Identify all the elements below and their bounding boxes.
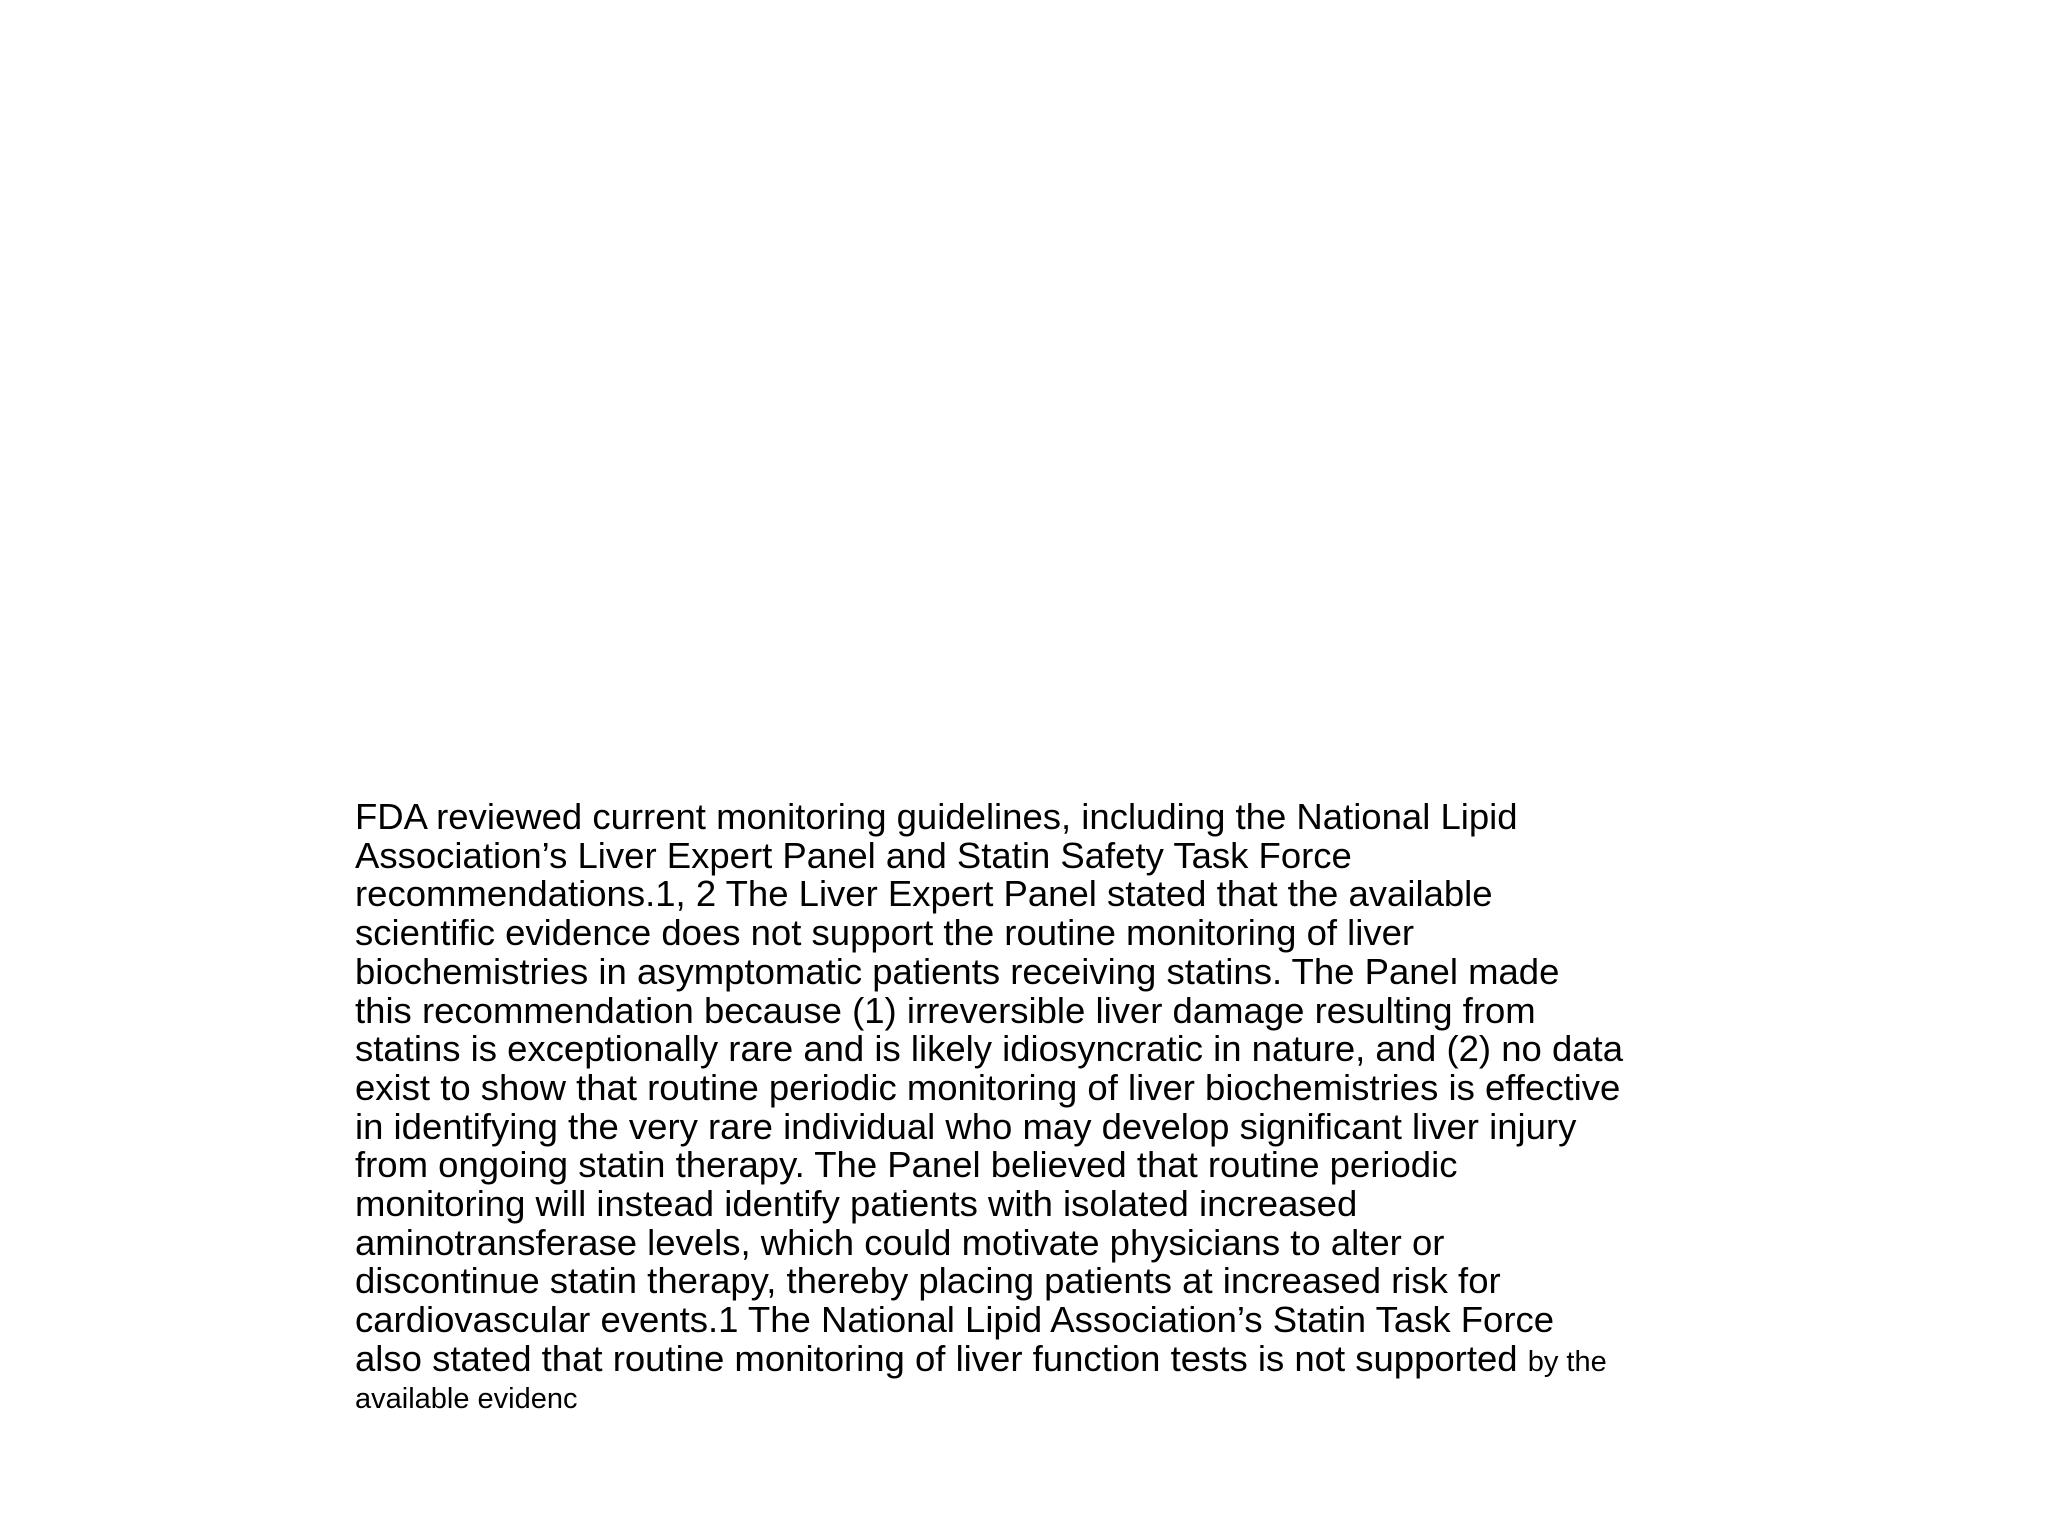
text-line: exist to show that routine periodic monitoring of liver biochemistries is effective bbox=[355, 1066, 1621, 1108]
text-line: statins is exceptionally rare and is likely idiosyncratic in nature, and (2) no data bbox=[355, 1028, 1624, 1070]
text-line-last: available evidenc bbox=[355, 1382, 578, 1415]
text-line: recommendations.1, 2 The Liver Expert Panel stated that the available bbox=[355, 873, 1493, 915]
text-line: FDA reviewed current monitoring guidelines, including the National Lipid bbox=[355, 796, 1518, 837]
text-line: in identifying the very rare individual who may develop significant liver injury bbox=[355, 1105, 1577, 1147]
text-line: cardiovascular events.1 The National Lipid Association’s Statin Task Force bbox=[355, 1299, 1555, 1341]
text-line: aminotransferase levels, which could motivate physicians to alter or bbox=[355, 1221, 1445, 1263]
text-line: scientific evidence does not support the routine monitoring of liver bbox=[355, 912, 1415, 954]
text-line-main: also stated that routine monitoring of liver function tests is not supported bbox=[355, 1337, 1518, 1379]
text-line: biochemistries in asymptomatic patients receiving statins. The Panel made bbox=[355, 950, 1560, 992]
text-line: this recommendation because (1) irreversible liver damage resulting from bbox=[355, 989, 1536, 1031]
body-paragraph bbox=[355, 798, 1815, 1416]
text-line-tail: by the bbox=[1527, 1345, 1607, 1378]
text-line: from ongoing statin therapy. The Panel believed that routine periodic bbox=[355, 1144, 1458, 1186]
text-line: monitoring will instead identify patients with isolated increased bbox=[355, 1183, 1358, 1225]
text-line: Association’s Liver Expert Panel and Statin Safety Task Force bbox=[355, 834, 1352, 876]
text-line: discontinue statin therapy, thereby placing patients at increased risk for bbox=[355, 1260, 1501, 1302]
text-line-with-tail bbox=[355, 1337, 1815, 1382]
